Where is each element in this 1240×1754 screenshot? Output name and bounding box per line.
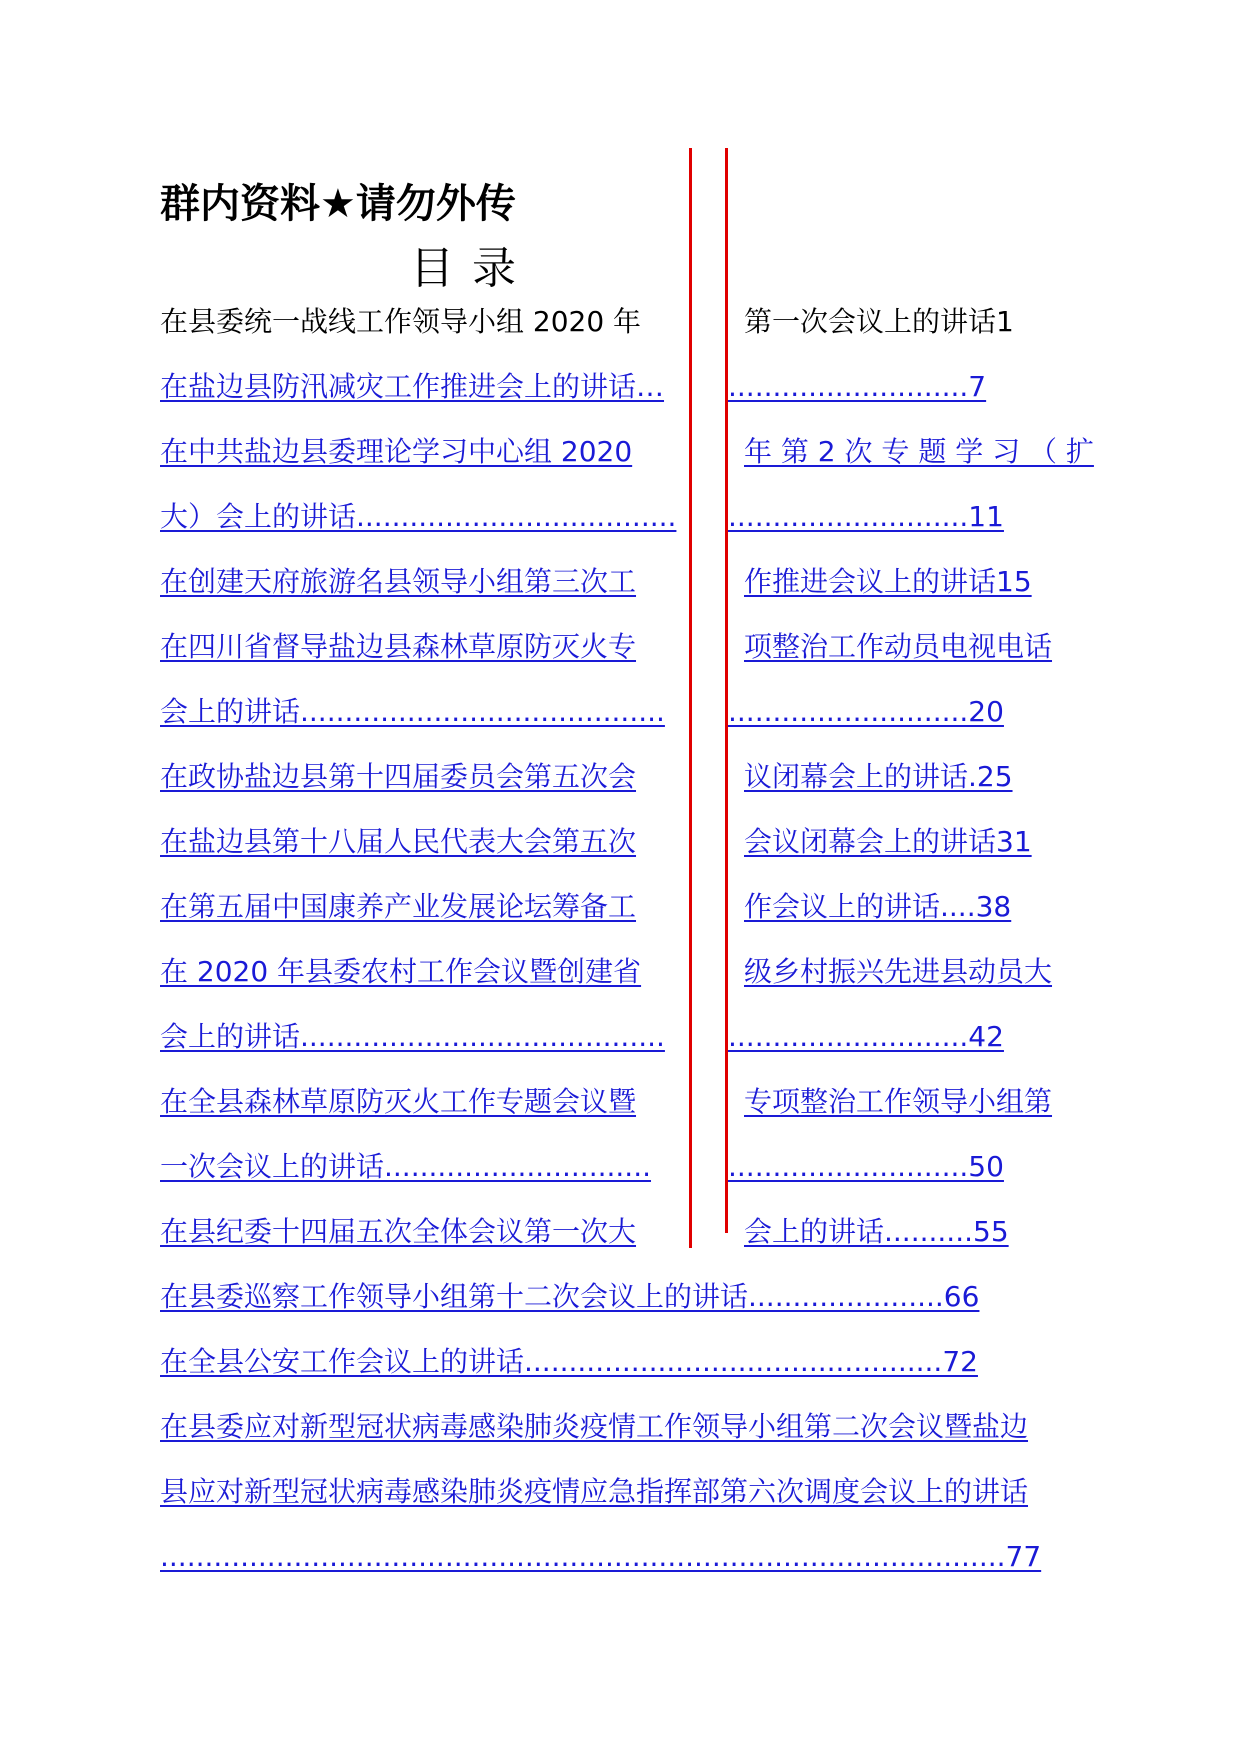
toc-link-left[interactable]: 在政协盐边县第十四届委员会第五次会 (160, 760, 637, 793)
toc-row-full[interactable] (0, 1407, 1240, 1459)
toc-link-left[interactable]: 在盐边县防汛减灾工作推进会上的讲话… (160, 370, 665, 403)
toc-row[interactable] (0, 367, 1240, 419)
toc-row[interactable] (0, 432, 1240, 484)
toc-link-left[interactable]: 在第五届中国康养产业发展论坛筹备工 (160, 890, 637, 923)
toc-link-right[interactable]: 作推进会议上的讲话15 (744, 565, 1032, 598)
toc-row[interactable] (0, 757, 1240, 809)
toc-link-right[interactable]: 专项整治工作领导小组第 (744, 1085, 1053, 1118)
toc-link-full[interactable]: 在全县公安工作会议上的讲话...............................................72 (160, 1345, 978, 1378)
toc-link-full[interactable]: 县应对新型冠状病毒感染肺炎疫情应急指挥部第六次调度会议上的讲话 (160, 1475, 1029, 1508)
toc-link-left[interactable]: 大）会上的讲话.................................... (160, 500, 677, 533)
toc-row-full[interactable] (0, 1277, 1240, 1329)
toc-link-full[interactable]: 在县委巡察工作领导小组第十二次会议上的讲话......................66 (160, 1280, 980, 1313)
toc-entry-left: 在县委统一战线工作领导小组 2020 年 (160, 305, 642, 338)
toc-link-right[interactable]: ...........................42 (728, 1020, 1004, 1053)
toc-link-left[interactable]: 在县纪委十四届五次全体会议第一次大 (160, 1215, 637, 1248)
toc-link-left[interactable]: 会上的讲话......................................... (160, 1020, 665, 1053)
toc-row[interactable] (0, 497, 1240, 549)
toc-title: 目录 (410, 243, 534, 294)
header-notice: 群内资料★请勿外传 (160, 181, 516, 227)
toc-row[interactable] (0, 627, 1240, 679)
toc-row[interactable] (0, 1212, 1240, 1264)
toc-row[interactable] (0, 562, 1240, 614)
toc-link-left[interactable]: 一次会议上的讲话.............................. (160, 1150, 652, 1183)
toc-row[interactable] (0, 1082, 1240, 1134)
toc-entry-right: 第一次会议上的讲话1 (744, 305, 1014, 338)
toc-link-left[interactable]: 在盐边县第十八届人民代表大会第五次 (160, 825, 637, 858)
toc-row[interactable] (0, 1147, 1240, 1199)
toc-row[interactable] (0, 822, 1240, 874)
toc-link-right[interactable]: ...........................7 (728, 370, 987, 403)
toc-link-right[interactable]: 议闭幕会上的讲话.25 (744, 760, 1013, 793)
toc-link-right[interactable]: 会上的讲话..........55 (744, 1215, 1009, 1248)
toc-link-left[interactable]: 会上的讲话......................................... (160, 695, 665, 728)
toc-row[interactable] (0, 692, 1240, 744)
toc-row[interactable] (0, 952, 1240, 1004)
toc-link-right[interactable]: ...........................50 (728, 1150, 1004, 1183)
toc-link-left[interactable]: 在创建天府旅游名县领导小组第三次工 (160, 565, 637, 598)
toc-link-left[interactable]: 在中共盐边县委理论学习中心组 2020 (160, 435, 633, 468)
toc-link-right[interactable]: 会议闭幕会上的讲话31 (744, 825, 1032, 858)
toc-row[interactable] (0, 887, 1240, 939)
toc-link-right[interactable]: 项整治工作动员电视电话 (744, 630, 1053, 663)
toc-link-left[interactable]: 在 2020 年县委农村工作会议暨创建省 (160, 955, 642, 988)
toc-row (0, 302, 1240, 354)
toc-row-full[interactable] (0, 1537, 1240, 1589)
toc-row-full[interactable] (0, 1342, 1240, 1394)
toc-link-full[interactable]: ...............................................................................................77 (160, 1540, 1042, 1573)
toc-row-full[interactable] (0, 1472, 1240, 1524)
toc-row[interactable] (0, 1017, 1240, 1069)
toc-link-left[interactable]: 在四川省督导盐边县森林草原防灭火专 (160, 630, 637, 663)
toc-link-left[interactable]: 在全县森林草原防灭火工作专题会议暨 (160, 1085, 637, 1118)
toc-link-full[interactable]: 在县委应对新型冠状病毒感染肺炎疫情工作领导小组第二次会议暨盐边 (160, 1410, 1029, 1443)
toc-link-right[interactable]: ...........................11 (728, 500, 1004, 533)
toc-link-right[interactable]: 年 第 2 次 专 题 学 习 （ 扩 (744, 435, 1094, 468)
toc-link-right[interactable]: 作会议上的讲话....38 (744, 890, 1012, 923)
toc-link-right[interactable]: ...........................20 (728, 695, 1004, 728)
toc-link-right[interactable]: 级乡村振兴先进县动员大 (744, 955, 1053, 988)
